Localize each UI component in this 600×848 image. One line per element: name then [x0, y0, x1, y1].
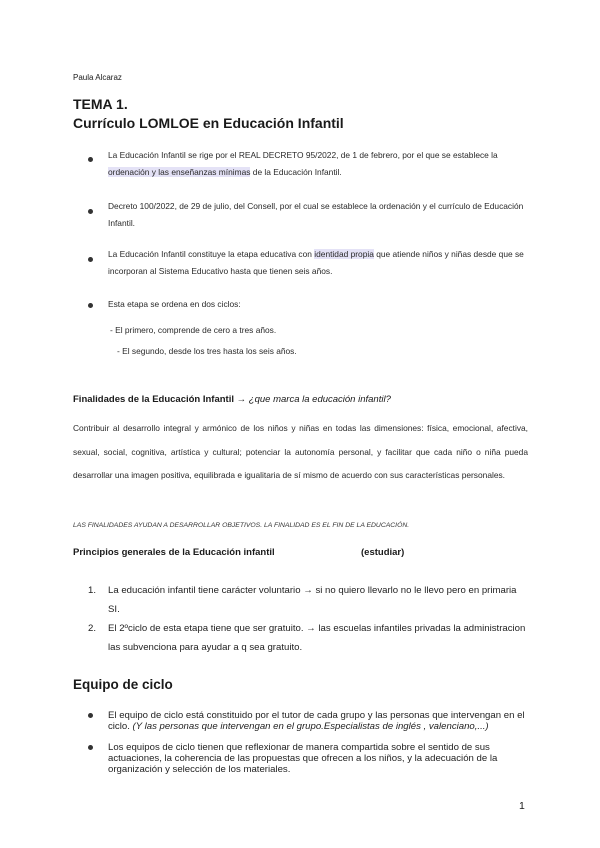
bullet-3-pre: La Educación Infantil constituye la etapa educativa con: [108, 249, 315, 259]
bullet-1-highlight: ordenación y las enseñanzas mínimas: [108, 167, 251, 177]
bullet-1-pre: La Educación Infantil se rige por el REAL DECRETO 95/2022, de 1 de febrero, por el que se establece la: [108, 150, 498, 160]
finalidades-paragraph: Contribuir al desarrollo integral y armónico de los niños y niñas en todas las dimensiones: física, emocional, afectiva, sexual, social, cognitiva, artística y cultural; potenciar la autonomía personal, y facilitar que cada niño o niña pueda desarrollar una imagen positiva, equilibrada e igualitaria de sí mismo de acuerdo con sus características personales.: [73, 423, 528, 480]
equipo-item-1: [108, 710, 533, 732]
finalidades-note: LAS FINALIDADES AYUDAN A DESARROLLAR OBJETIVOS. LA FINALIDAD ES EL FIN DE LA EDUCACIÓN.: [73, 522, 410, 529]
equipo-item-2: Los equipos de ciclo tienen que reflexionar de manera compartida sobre el sentido de sus actuaciones, la coherencia de las propuestas que ofrecen a los niños, y la adecuación de la organización y selección de los materiales.: [108, 742, 498, 775]
bullet-icon: [88, 257, 93, 262]
principios-title: Principios generales de la Educación infantil: [73, 547, 275, 558]
list-number: 2.: [88, 623, 97, 634]
bullet-icon: [88, 157, 93, 162]
equipo-heading: Equipo de ciclo: [73, 677, 173, 692]
equipo-item-1-text: El equipo de ciclo está constituido por el tutor de cada grupo y las personas que intervengan en el ciclo.: [108, 710, 525, 732]
bullet-3-post: que atiende niños y niñas desde que se incorporan al Sistema Educativo hasta que tienen seis años.: [108, 249, 524, 276]
bullet-3-highlight: identidad propia: [314, 249, 374, 259]
principio-text-2: El 2ºciclo de esta etapa tiene que ser gratuito. → las escuelas infantiles privadas la administracion las subvenciona para ayudar a q sea gratuito.: [108, 623, 526, 653]
bullet-1-post: de la Educación Infantil.: [250, 167, 342, 177]
bullet-text-2: Decreto 100/2022, de 29 de julio, del Consell, por el cual se establece la ordenación y el currículo de Educación Infantil.: [108, 201, 524, 228]
principios-aside: (estudiar): [361, 547, 405, 558]
bullet-text-4: Esta etapa se ordena en dos ciclos:: [108, 299, 241, 309]
bullet-icon: [88, 209, 93, 214]
principio-text-1: La educación infantil tiene carácter voluntario → si no quiero llevarlo no le llevo pero en primaria SI.: [108, 585, 517, 615]
author-name: Paula Alcaraz: [73, 73, 122, 82]
finalidades-question: ¿que marca la educación infantil?: [248, 394, 391, 405]
bullet-text-1: [108, 147, 533, 181]
bullet-text-3: [108, 246, 533, 280]
topic-number: TEMA 1.: [73, 96, 128, 112]
finalidades-title: Finalidades de la Educación Infantil: [73, 394, 235, 405]
finalidades-heading: [73, 394, 391, 405]
bullet-icon: [88, 303, 93, 308]
list-number: 1.: [88, 585, 97, 596]
bullet-icon: [88, 745, 93, 750]
cycle-first: - El primero, comprende de cero a tres años.: [110, 325, 277, 335]
cycle-second: - El segundo, desde los tres hasta los seis años.: [117, 346, 297, 356]
bullet-icon: [88, 713, 93, 718]
equipo-item-1-note: (Y las personas que intervengan en el grupo.Especialistas de inglés , valenciano,...): [132, 721, 489, 732]
page-title: Currículo LOMLOE en Educación Infantil: [73, 115, 344, 131]
arrow-icon: →: [234, 394, 249, 405]
page-number: 1: [519, 800, 525, 812]
principios-heading: [73, 547, 405, 558]
